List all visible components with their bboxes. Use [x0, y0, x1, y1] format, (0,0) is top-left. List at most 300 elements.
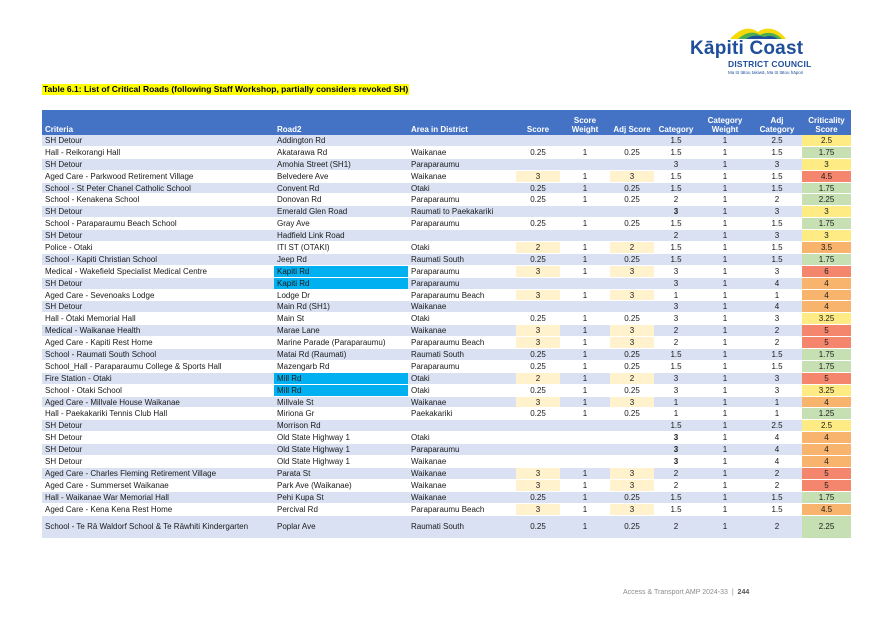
table-row — [42, 456, 851, 468]
score-weight-cell: 1 — [560, 384, 610, 396]
adj-score-cell — [610, 444, 654, 456]
table-row — [42, 218, 851, 230]
table-row — [42, 515, 851, 538]
adj-category-cell: 2 — [752, 467, 802, 479]
road-cell: Matai Rd (Raumati) — [274, 349, 408, 361]
score-weight-cell: 1 — [560, 325, 610, 337]
road-cell: Pehi Kupa St — [274, 491, 408, 503]
column-header: Road2 — [274, 110, 408, 135]
criteria-cell: Hall - Ōtaki Memorial Hall — [42, 313, 274, 325]
category-weight-cell: 1 — [698, 313, 752, 325]
category-cell: 3 — [654, 206, 698, 218]
page-number: 244 — [737, 589, 750, 596]
adj-category-cell: 3 — [752, 372, 802, 384]
criticality-score-cell: 2.5 — [802, 420, 851, 432]
criticality-score-cell: 3 — [802, 158, 851, 170]
area-cell: Waikanae — [408, 491, 516, 503]
table-row — [42, 491, 851, 503]
column-header: Category — [654, 110, 698, 135]
adj-score-cell: 3 — [610, 467, 654, 479]
score-weight-cell — [560, 230, 610, 242]
road-cell: Hadfield Link Road — [274, 230, 408, 242]
area-cell: Paraparaumu Beach — [408, 337, 516, 349]
score-cell: 2 — [516, 242, 560, 254]
category-cell: 1 — [654, 408, 698, 420]
score-cell: 0.25 — [516, 515, 560, 538]
score-cell: 3 — [516, 170, 560, 182]
criteria-cell: SH Detour — [42, 420, 274, 432]
area-cell: Waikanae — [408, 170, 516, 182]
criticality-score-cell: 4.5 — [802, 503, 851, 515]
category-weight-cell: 1 — [698, 170, 752, 182]
score-cell: 3 — [516, 265, 560, 277]
footer-doc-title: Access & Transport AMP 2024-33 — [623, 589, 728, 596]
area-cell: Otaki — [408, 372, 516, 384]
adj-score-cell: 0.25 — [610, 194, 654, 206]
table-row — [42, 194, 851, 206]
area-cell: Raumati South — [408, 515, 516, 538]
road-cell: Parata St — [274, 467, 408, 479]
score-weight-cell: 1 — [560, 242, 610, 254]
table-row — [42, 372, 851, 384]
adj-category-cell: 2 — [752, 325, 802, 337]
criteria-cell: School - Paraparaumu Beach School — [42, 218, 274, 230]
road-cell: Jeep Rd — [274, 253, 408, 265]
adj-category-cell: 1.5 — [752, 360, 802, 372]
criteria-cell: SH Detour — [42, 135, 274, 146]
criteria-cell: Medical - Waikanae Health — [42, 325, 274, 337]
adj-score-cell — [610, 456, 654, 468]
adj-score-cell: 0.25 — [610, 349, 654, 361]
criticality-score-cell: 5 — [802, 467, 851, 479]
adj-category-cell: 1.5 — [752, 349, 802, 361]
road-cell: Lodge Dr — [274, 289, 408, 301]
adj-category-cell: 1.5 — [752, 503, 802, 515]
score-cell: 0.25 — [516, 253, 560, 265]
table-row — [42, 146, 851, 158]
area-cell: Waikanae — [408, 456, 516, 468]
adj-category-cell: 1.5 — [752, 253, 802, 265]
adj-category-cell: 2.5 — [752, 135, 802, 146]
criteria-cell: Aged Care - Summerset Waikanae — [42, 479, 274, 491]
criticality-score-cell: 4 — [802, 301, 851, 313]
category-weight-cell: 1 — [698, 396, 752, 408]
category-cell: 1.5 — [654, 170, 698, 182]
score-cell: 0.25 — [516, 408, 560, 420]
criteria-cell: SH Detour — [42, 432, 274, 444]
score-weight-cell: 1 — [560, 182, 610, 194]
category-weight-cell: 1 — [698, 349, 752, 361]
criticality-score-cell: 1.75 — [802, 491, 851, 503]
score-cell: 3 — [516, 325, 560, 337]
criticality-score-cell: 2.25 — [802, 194, 851, 206]
score-cell — [516, 135, 560, 146]
column-header: Score — [516, 110, 560, 135]
adj-category-cell: 1.5 — [752, 218, 802, 230]
adj-score-cell: 0.25 — [610, 182, 654, 194]
table-row — [42, 289, 851, 301]
category-cell: 3 — [654, 444, 698, 456]
score-weight-cell — [560, 158, 610, 170]
area-cell: Waikanae — [408, 325, 516, 337]
criteria-cell: Aged Care - Kapiti Rest Home — [42, 337, 274, 349]
table-row — [42, 325, 851, 337]
road-cell: Emerald Glen Road — [274, 206, 408, 218]
score-weight-cell — [560, 420, 610, 432]
area-cell: Waikanae — [408, 301, 516, 313]
area-cell: Raumati to Paekakariki — [408, 206, 516, 218]
road-cell: Belvedere Ave — [274, 170, 408, 182]
road-cell: Gray Ave — [274, 218, 408, 230]
adj-score-cell — [610, 301, 654, 313]
category-cell: 1.5 — [654, 349, 698, 361]
adj-score-cell — [610, 206, 654, 218]
category-cell: 3 — [654, 158, 698, 170]
category-cell: 3 — [654, 456, 698, 468]
adj-score-cell: 3 — [610, 170, 654, 182]
area-cell: Otaki — [408, 242, 516, 254]
area-cell: Raumati South — [408, 253, 516, 265]
adj-score-cell: 0.25 — [610, 491, 654, 503]
score-weight-cell — [560, 277, 610, 289]
road-cell: Kapiti Rd — [274, 265, 408, 277]
category-cell: 1.5 — [654, 420, 698, 432]
adj-category-cell: 1 — [752, 408, 802, 420]
score-weight-cell: 1 — [560, 479, 610, 491]
category-weight-cell: 1 — [698, 408, 752, 420]
score-weight-cell: 1 — [560, 503, 610, 515]
road-cell: Old State Highway 1 — [274, 432, 408, 444]
criteria-cell: School - Kenakena School — [42, 194, 274, 206]
criticality-score-cell: 1.75 — [802, 253, 851, 265]
category-cell: 1.5 — [654, 182, 698, 194]
area-cell: Paraparaumu — [408, 194, 516, 206]
adj-category-cell: 3 — [752, 265, 802, 277]
category-weight-cell: 1 — [698, 289, 752, 301]
table-row — [42, 444, 851, 456]
adj-category-cell: 2 — [752, 337, 802, 349]
table-row — [42, 206, 851, 218]
road-cell: Donovan Rd — [274, 194, 408, 206]
road-cell: Miriona Gr — [274, 408, 408, 420]
score-weight-cell: 1 — [560, 170, 610, 182]
score-cell — [516, 158, 560, 170]
road-cell: Akatarawa Rd — [274, 146, 408, 158]
road-cell: Marine Parade (Paraparaumu) — [274, 337, 408, 349]
road-cell: Main Rd (SH1) — [274, 301, 408, 313]
criticality-score-cell: 2.5 — [802, 135, 851, 146]
area-cell: Paraparaumu — [408, 265, 516, 277]
area-cell: Paraparaumu Beach — [408, 503, 516, 515]
score-cell: 0.25 — [516, 349, 560, 361]
column-header: Category Weight — [698, 110, 752, 135]
score-cell — [516, 277, 560, 289]
category-cell: 1.5 — [654, 218, 698, 230]
adj-category-cell: 1 — [752, 396, 802, 408]
area-cell: Paraparaumu — [408, 444, 516, 456]
score-weight-cell: 1 — [560, 491, 610, 503]
category-cell: 2 — [654, 230, 698, 242]
category-weight-cell: 1 — [698, 479, 752, 491]
adj-score-cell: 3 — [610, 265, 654, 277]
category-weight-cell: 1 — [698, 218, 752, 230]
logo-name: Kāpiti Coast — [690, 38, 804, 59]
category-weight-cell: 1 — [698, 432, 752, 444]
adj-score-cell: 3 — [610, 396, 654, 408]
adj-score-cell: 0.25 — [610, 218, 654, 230]
critical-roads-table — [42, 110, 851, 539]
score-weight-cell: 1 — [560, 289, 610, 301]
category-cell: 1.5 — [654, 503, 698, 515]
category-weight-cell: 1 — [698, 277, 752, 289]
criteria-cell: School - Kapiti Christian School — [42, 253, 274, 265]
adj-category-cell: 1.5 — [752, 182, 802, 194]
criticality-score-cell: 1.75 — [802, 349, 851, 361]
score-cell — [516, 456, 560, 468]
table-row — [42, 313, 851, 325]
area-cell: Otaki — [408, 182, 516, 194]
area-cell: Waikanae — [408, 479, 516, 491]
area-cell — [408, 420, 516, 432]
adj-category-cell: 2.5 — [752, 420, 802, 432]
criticality-score-cell: 3.25 — [802, 384, 851, 396]
criteria-cell: Police - Otaki — [42, 242, 274, 254]
table-row — [42, 242, 851, 254]
road-cell: ITI ST (OTAKI) — [274, 242, 408, 254]
table-body — [42, 135, 851, 538]
score-weight-cell — [560, 456, 610, 468]
score-weight-cell: 1 — [560, 396, 610, 408]
adj-score-cell — [610, 230, 654, 242]
criticality-score-cell: 5 — [802, 325, 851, 337]
criticality-score-cell: 1.75 — [802, 182, 851, 194]
table-row — [42, 158, 851, 170]
adj-category-cell: 3 — [752, 384, 802, 396]
score-weight-cell: 1 — [560, 408, 610, 420]
score-weight-cell: 1 — [560, 372, 610, 384]
score-weight-cell — [560, 432, 610, 444]
area-cell — [408, 135, 516, 146]
table-row — [42, 467, 851, 479]
criteria-cell: Aged Care - Sevenoaks Lodge — [42, 289, 274, 301]
adj-category-cell: 2 — [752, 194, 802, 206]
council-logo — [688, 24, 833, 78]
table-row — [42, 301, 851, 313]
adj-score-cell — [610, 158, 654, 170]
score-cell: 0.25 — [516, 360, 560, 372]
score-cell — [516, 444, 560, 456]
score-weight-cell: 1 — [560, 515, 610, 538]
adj-score-cell: 2 — [610, 372, 654, 384]
category-weight-cell: 1 — [698, 503, 752, 515]
road-cell: Convent Rd — [274, 182, 408, 194]
criteria-cell: SH Detour — [42, 158, 274, 170]
adj-category-cell: 1.5 — [752, 242, 802, 254]
table-row — [42, 337, 851, 349]
score-weight-cell: 1 — [560, 349, 610, 361]
table-row — [42, 396, 851, 408]
category-cell: 2 — [654, 515, 698, 538]
criteria-cell: School - St Peter Chanel Catholic School — [42, 182, 274, 194]
score-weight-cell: 1 — [560, 360, 610, 372]
category-cell: 1.5 — [654, 242, 698, 254]
adj-category-cell: 4 — [752, 432, 802, 444]
adj-score-cell: 0.25 — [610, 313, 654, 325]
table-row — [42, 408, 851, 420]
road-cell: Park Ave (Waikanae) — [274, 479, 408, 491]
adj-score-cell: 3 — [610, 479, 654, 491]
table-row — [42, 349, 851, 361]
criticality-score-cell: 2.25 — [802, 515, 851, 538]
category-cell: 2 — [654, 337, 698, 349]
road-cell: Mill Rd — [274, 384, 408, 396]
adj-score-cell: 3 — [610, 337, 654, 349]
criteria-cell: SH Detour — [42, 301, 274, 313]
criticality-score-cell: 3 — [802, 230, 851, 242]
category-weight-cell: 1 — [698, 515, 752, 538]
area-cell: Paraparaumu — [408, 158, 516, 170]
score-weight-cell: 1 — [560, 313, 610, 325]
criticality-score-cell: 3 — [802, 206, 851, 218]
category-weight-cell: 1 — [698, 253, 752, 265]
criticality-score-cell: 4 — [802, 444, 851, 456]
criteria-cell: School - Otaki School — [42, 384, 274, 396]
adj-category-cell: 2 — [752, 479, 802, 491]
category-weight-cell: 1 — [698, 337, 752, 349]
adj-score-cell: 0.25 — [610, 384, 654, 396]
score-cell — [516, 432, 560, 444]
score-cell: 0.25 — [516, 218, 560, 230]
score-weight-cell: 1 — [560, 218, 610, 230]
category-weight-cell: 1 — [698, 158, 752, 170]
criticality-score-cell: 6 — [802, 265, 851, 277]
category-cell: 1 — [654, 396, 698, 408]
logo-council: DISTRICT COUNCIL — [728, 59, 812, 69]
road-cell: Old State Highway 1 — [274, 444, 408, 456]
score-cell — [516, 420, 560, 432]
adj-score-cell: 3 — [610, 503, 654, 515]
score-cell — [516, 301, 560, 313]
table-row — [42, 265, 851, 277]
score-cell — [516, 230, 560, 242]
category-weight-cell: 1 — [698, 444, 752, 456]
criticality-score-cell: 5 — [802, 479, 851, 491]
adj-category-cell: 4 — [752, 277, 802, 289]
category-cell: 3 — [654, 301, 698, 313]
adj-category-cell: 2 — [752, 515, 802, 538]
criteria-cell: Hall - Paekakariki Tennis Club Hall — [42, 408, 274, 420]
road-cell: Addington Rd — [274, 135, 408, 146]
criticality-score-cell: 1.75 — [802, 360, 851, 372]
criteria-cell: Aged Care - Charles Fleming Retirement Village — [42, 467, 274, 479]
adj-score-cell: 0.25 — [610, 253, 654, 265]
adj-category-cell: 1 — [752, 289, 802, 301]
score-weight-cell — [560, 206, 610, 218]
score-cell — [516, 206, 560, 218]
criticality-score-cell: 1.75 — [802, 218, 851, 230]
adj-score-cell — [610, 432, 654, 444]
score-cell: 0.25 — [516, 384, 560, 396]
road-cell: Kapiti Rd — [274, 277, 408, 289]
road-cell: Amohia Street (SH1) — [274, 158, 408, 170]
criteria-cell: Aged Care - Parkwood Retirement Village — [42, 170, 274, 182]
area-cell: Otaki — [408, 313, 516, 325]
category-cell: 1 — [654, 289, 698, 301]
adj-score-cell: 0.25 — [610, 146, 654, 158]
area-cell — [408, 230, 516, 242]
criteria-cell: Aged Care - Millvale House Waikanae — [42, 396, 274, 408]
score-weight-cell — [560, 135, 610, 146]
area-cell: Otaki — [408, 384, 516, 396]
table-row — [42, 503, 851, 515]
category-cell: 2 — [654, 479, 698, 491]
score-weight-cell: 1 — [560, 146, 610, 158]
score-cell: 3 — [516, 337, 560, 349]
category-cell: 2 — [654, 325, 698, 337]
area-cell: Raumati South — [408, 349, 516, 361]
area-cell: Paraparaumu Beach — [408, 289, 516, 301]
category-cell: 1.5 — [654, 491, 698, 503]
road-cell: Percival Rd — [274, 503, 408, 515]
category-weight-cell: 1 — [698, 242, 752, 254]
score-cell: 3 — [516, 503, 560, 515]
category-weight-cell: 1 — [698, 372, 752, 384]
category-weight-cell: 1 — [698, 491, 752, 503]
adj-score-cell: 3 — [610, 289, 654, 301]
adj-score-cell: 2 — [610, 242, 654, 254]
footer-separator: | — [731, 589, 734, 596]
category-cell: 2 — [654, 467, 698, 479]
score-cell: 3 — [516, 289, 560, 301]
score-weight-cell: 1 — [560, 265, 610, 277]
score-weight-cell: 1 — [560, 194, 610, 206]
area-cell: Paekakariki — [408, 408, 516, 420]
adj-score-cell — [610, 277, 654, 289]
score-weight-cell: 1 — [560, 467, 610, 479]
criticality-score-cell: 4 — [802, 432, 851, 444]
score-cell: 3 — [516, 396, 560, 408]
column-header: Criticality Score — [802, 110, 851, 135]
adj-category-cell: 1.5 — [752, 146, 802, 158]
criticality-score-cell: 3.25 — [802, 313, 851, 325]
adj-score-cell — [610, 135, 654, 146]
category-weight-cell: 1 — [698, 230, 752, 242]
adj-category-cell: 3 — [752, 206, 802, 218]
criticality-score-cell: 4 — [802, 277, 851, 289]
road-cell: Mill Rd — [274, 372, 408, 384]
adj-category-cell: 4 — [752, 301, 802, 313]
criteria-cell: SH Detour — [42, 444, 274, 456]
area-cell: Waikanae — [408, 396, 516, 408]
criteria-cell: Hall - Waikanae War Memorial Hall — [42, 491, 274, 503]
area-cell: Waikanae — [408, 467, 516, 479]
category-weight-cell: 1 — [698, 467, 752, 479]
criteria-cell: Aged Care - Kena Kena Rest Home — [42, 503, 274, 515]
criticality-score-cell: 4 — [802, 396, 851, 408]
category-cell: 1.5 — [654, 146, 698, 158]
table-row — [42, 384, 851, 396]
road-cell: Old State Highway 1 — [274, 456, 408, 468]
area-cell: Paraparaumu — [408, 277, 516, 289]
score-cell: 0.25 — [516, 146, 560, 158]
category-weight-cell: 1 — [698, 325, 752, 337]
criticality-score-cell: 4 — [802, 456, 851, 468]
table-row — [42, 432, 851, 444]
criteria-cell: Medical - Wakefield Specialist Medical Centre — [42, 265, 274, 277]
column-header: Area in District — [408, 110, 516, 135]
road-cell: Morrison Rd — [274, 420, 408, 432]
category-cell: 1.5 — [654, 135, 698, 146]
